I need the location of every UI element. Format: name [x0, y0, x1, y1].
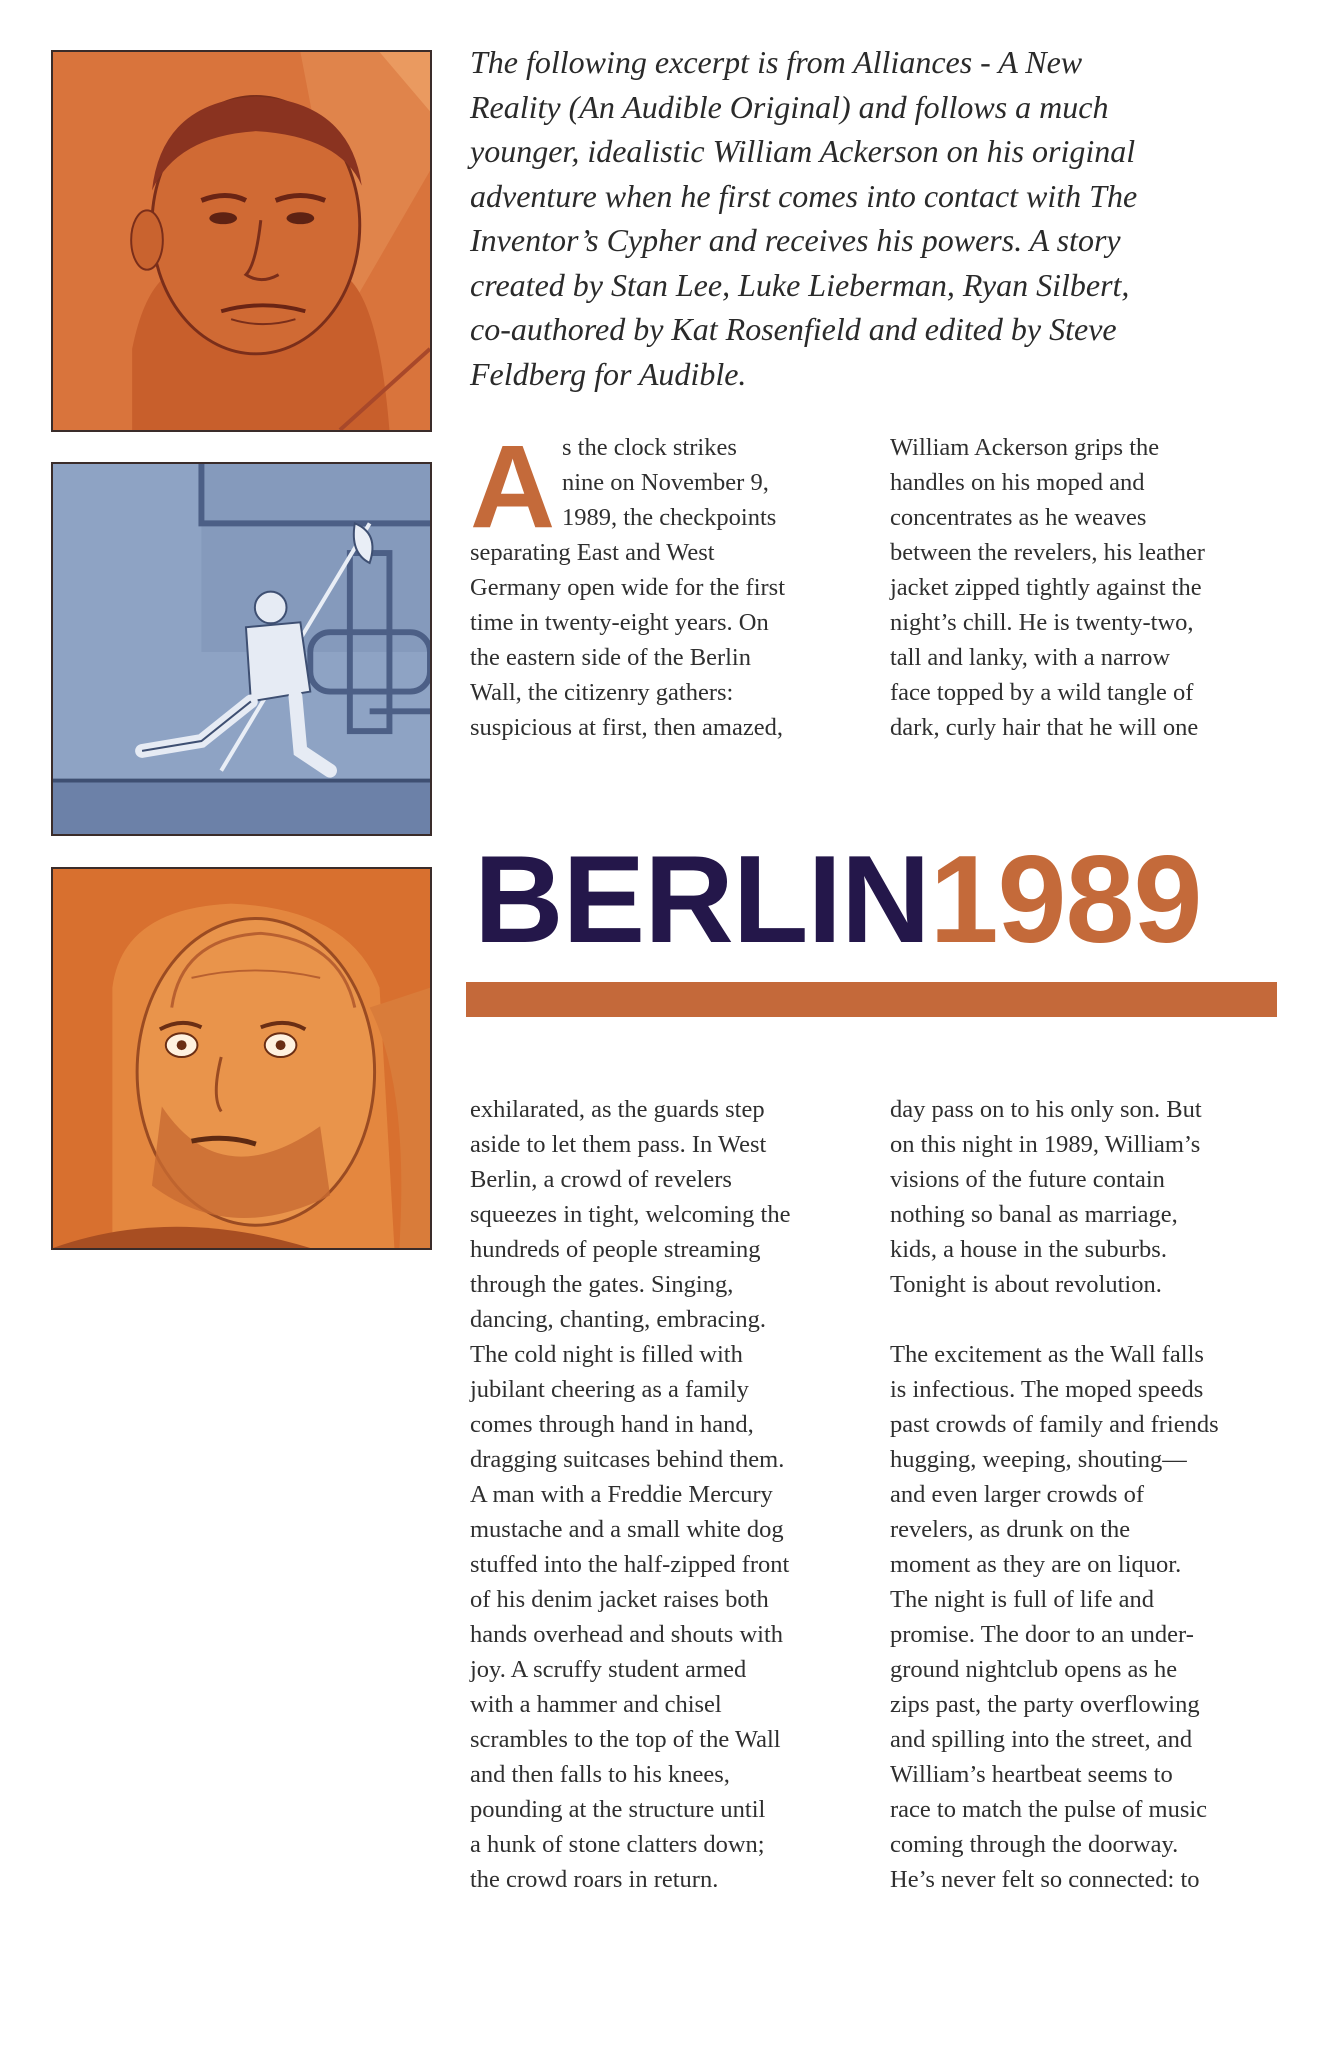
drop-cap: A: [470, 421, 556, 553]
column-2-bottom-text: day pass on to his only son. But on this night in 1989, William’s visions of the future contain nothing so banal as marriage, kids, a house in the suburbs. Tonight is about revolution. The excitement as the Wall falls is infectious. The moped speeds past crowds of family and friends hugging, weeping, shouting— and even larger crowds of revelers, as drunk on the moment as they are on liquor. The night is full of life and promise. The door to an under- ground nightclub opens as he zips past, the party overflowing and spilling into the street, and William’s heartbeat seems to race to match the pulse of music coming through the doorway. He’s never felt so connected: to: [890, 1096, 1219, 1893]
column-1-line: the eastern side of the Berlin: [470, 644, 751, 671]
comic-panel-knight: [51, 462, 432, 836]
comic-panel-young-man: [51, 50, 432, 432]
young-man-illustration: [53, 52, 430, 430]
bearded-man-illustration: [53, 869, 430, 1248]
column-2-top-text: William Ackerson grips the handles on his moped and concentrates as he weaves between the revelers, his leather jacket zipped tightly against the night’s chill. He is twenty-two, tall and lanky, with a narrow face topped by a wild tangle of dark, curly hair that he will one: [890, 434, 1205, 741]
column-1-line: separating East and West: [470, 539, 715, 566]
title-year: 1989: [929, 831, 1202, 969]
column-1-line: suspicious at first, then amazed,: [470, 714, 783, 741]
title-rule: [466, 982, 1277, 1017]
column-1-line: time in twenty-eight years. On: [470, 609, 769, 636]
column-1-line: Germany open wide for the first: [470, 574, 785, 601]
column-1-top-text: [470, 421, 880, 745]
column-1-bottom-text: exhilarated, as the guards step aside to let them pass. In West Berlin, a crowd of revelers squeezes in tight, welcoming the hundreds of people streaming through the gates. Singing, dancing, chanting, embracing. The cold night is filled with jubilant cheering as a family comes through hand in hand, dragging suitcases behind them. A man with a Freddie Mercury mustache and a small white dog stuffed into the half-zipped front of his denim jacket raises both hands overhead and shouts with joy. A scruffy student armed with a hammer and chisel scrambles to the top of the Wall and then falls to his knees, pounding at the structure until a hunk of stone clatters down; the crowd roars in return.: [470, 1096, 791, 1893]
column-1-line: s the clock strikes: [562, 434, 737, 461]
title-word: BERLIN: [474, 831, 930, 969]
column-1-line: 1989, the checkpoints: [562, 504, 777, 531]
column-1-line: Wall, the citizenry gathers:: [470, 679, 734, 706]
comic-panel-bearded-man: [51, 867, 432, 1250]
page-title: [474, 830, 1201, 970]
column-1-line: nine on November 9,: [562, 469, 769, 496]
knight-illustration: [53, 464, 430, 834]
intro-paragraph: The following excerpt is from Alliances - A New Reality (An Audible Original) and follows a much younger, idealistic William Ackerson on his original adventure when he first comes into contact with The Inventor’s Cypher and receives his powers. A story created by Stan Lee, Luke Lieberman, Ryan Silbert, co-authored by Kat Rosenfield and edited by Steve Feldberg for Audible.: [470, 44, 1138, 392]
